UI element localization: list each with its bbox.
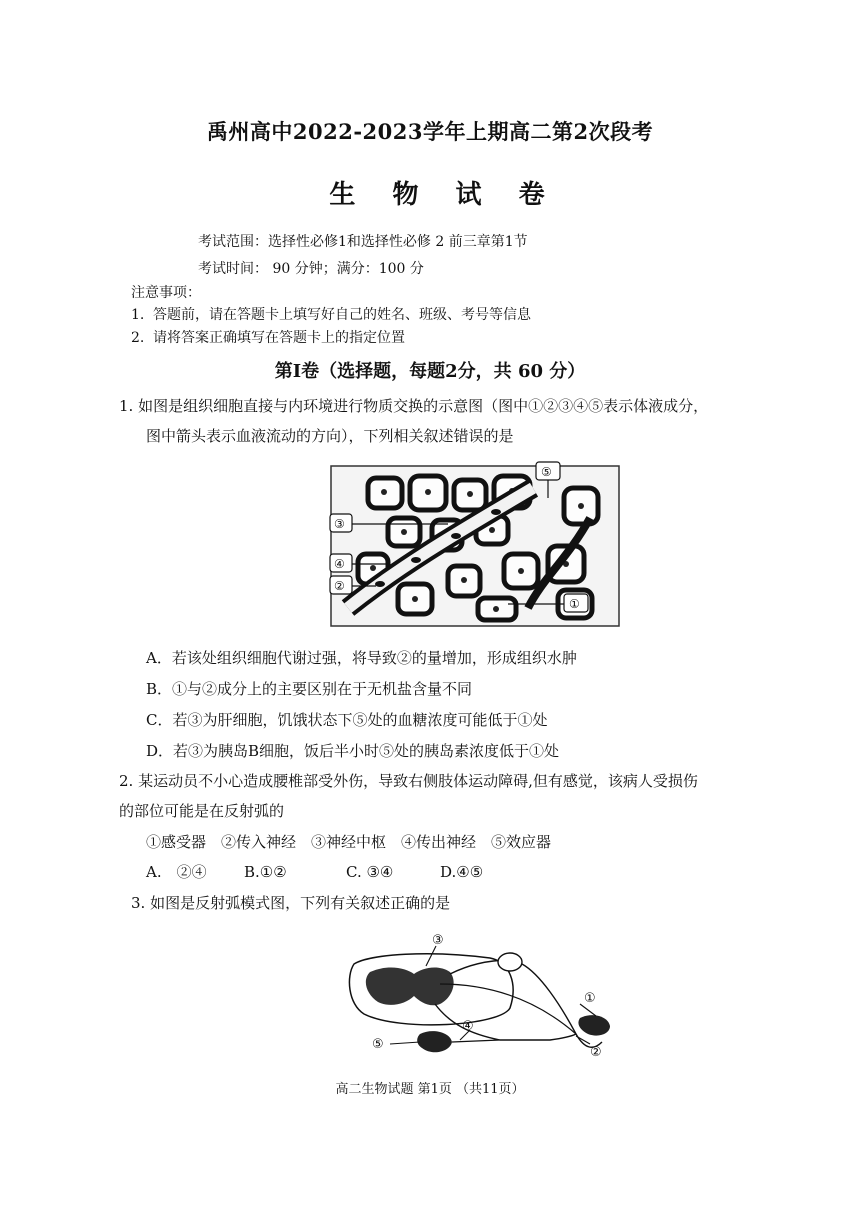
tissue-exchange-figure <box>328 458 624 632</box>
question-1-line-1: 1. 如图是组织细胞直接与内环境进行物质交换的示意图（图中①②③④⑤表示体液成分， <box>119 397 709 415</box>
figure2-label-2: ② <box>590 1045 602 1060</box>
figure1-label-1: ① <box>569 597 580 611</box>
note-text: 答题前，请在答题卡上填写好自己的姓名、班级、考号等信息 <box>153 307 531 323</box>
exam-title: 禹州高中2022-2023学年上期高二第2次段考 <box>206 119 654 144</box>
question-1-option-d: D．若③为胰岛B细胞，饭后半小时⑤处的胰岛素浓度低于①处 <box>146 742 560 760</box>
subject-title: 生 物 试 卷 <box>329 180 559 210</box>
question-1-option-c: C．若③为肝细胞，饥饿状态下⑤处的血糖浓度可能低于①处 <box>146 711 548 729</box>
question-1-option-a: A．若该处组织细胞代谢过强，将导致②的量增加，形成组织水肿 <box>146 649 577 667</box>
figure2-label-5: ⑤ <box>372 1037 384 1052</box>
question-3-line-1: 3. 如图是反射弧模式图，下列有关叙述正确的是 <box>131 894 451 912</box>
page-footer: 高二生物试题 第1页 （共11页） <box>335 1082 525 1097</box>
figure1-label-5: ⑤ <box>541 465 552 479</box>
question-2-items: ①感受器 ②传入神经 ③神经中枢 ④传出神经 ⑤效应器 <box>146 833 552 851</box>
note-item <box>131 327 405 347</box>
section-title: 第Ⅰ卷（选择题，每题2分，共 60 分） <box>274 361 586 382</box>
note-text: 请将答案正确填写在答题卡上的指定位置 <box>153 330 405 346</box>
figure2-label-3: ③ <box>432 933 444 948</box>
question-1-option-b: B．①与②成分上的主要区别在于无机盐含量不同 <box>146 680 473 698</box>
note-item <box>131 304 531 324</box>
figure2-label-4: ④ <box>462 1019 474 1034</box>
question-2-option-c: C. ③④ <box>346 863 394 881</box>
notes-title: 注意事项： <box>131 285 201 301</box>
note-number: 1. <box>131 307 145 323</box>
reflex-arc-figure <box>340 924 640 1070</box>
question-2-option-a: A. ②④ <box>146 863 207 881</box>
figure1-label-4: ④ <box>334 557 345 571</box>
note-number: 2. <box>131 330 145 346</box>
figure1-label-2: ② <box>334 579 345 593</box>
question-2-option-b: B.①② <box>244 863 287 881</box>
question-2-line-2: 的部位可能是在反射弧的 <box>119 802 285 820</box>
question-1-line-2: 图中箭头表示血液流动的方向），下列相关叙述错误的是 <box>146 427 514 445</box>
figure1-label-3: ③ <box>334 517 345 531</box>
exam-scope: 考试范围：选择性必修1和选择性必修 2 前三章第1节 <box>198 234 528 250</box>
question-2-option-d: D.④⑤ <box>440 863 484 881</box>
exam-time: 考试时间： 90 分钟；满分：100 分 <box>198 261 424 277</box>
question-2-line-1: 2. 某运动员不小心造成腰椎部受外伤，导致右侧肢体运动障碍,但有感觉，该病人受损伤 <box>119 772 698 790</box>
figure2-label-1: ① <box>584 991 596 1006</box>
